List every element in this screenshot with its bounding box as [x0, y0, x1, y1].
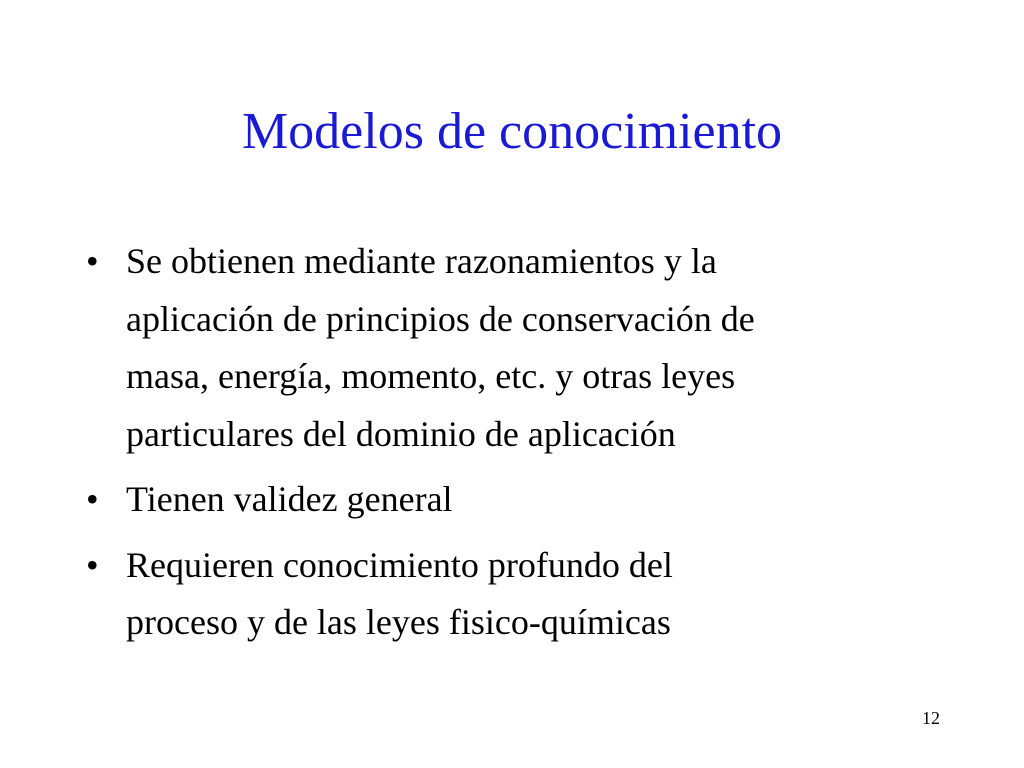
slide-title: Modelos de conocimiento: [241, 103, 783, 160]
bullet-marker: •: [86, 241, 99, 281]
bullet-text-line: particulares del dominio de aplicación: [126, 413, 676, 454]
bullet-text-line: Se obtienen mediante razonamientos y la: [126, 241, 717, 281]
bullet-text-line: Requieren conocimiento profundo del: [126, 544, 673, 585]
bullet-text-line: proceso y de las leyes fisico-químicas: [126, 602, 671, 642]
page-number: 12: [922, 708, 940, 728]
bullet-text-line: Tienen validez general: [126, 479, 453, 519]
bullet-list: [86, 233, 946, 652]
bullet-text-line: aplicación de principios de conservación de: [126, 298, 755, 339]
bullet-item-3: [86, 537, 946, 652]
bullet-item-2: [86, 471, 946, 529]
bullet-marker: •: [86, 544, 99, 585]
bullet-marker: •: [86, 479, 99, 519]
bullet-text-line: masa, energía, momento, etc. y otras leyes: [126, 356, 736, 396]
bullet-item-1: [86, 233, 946, 463]
